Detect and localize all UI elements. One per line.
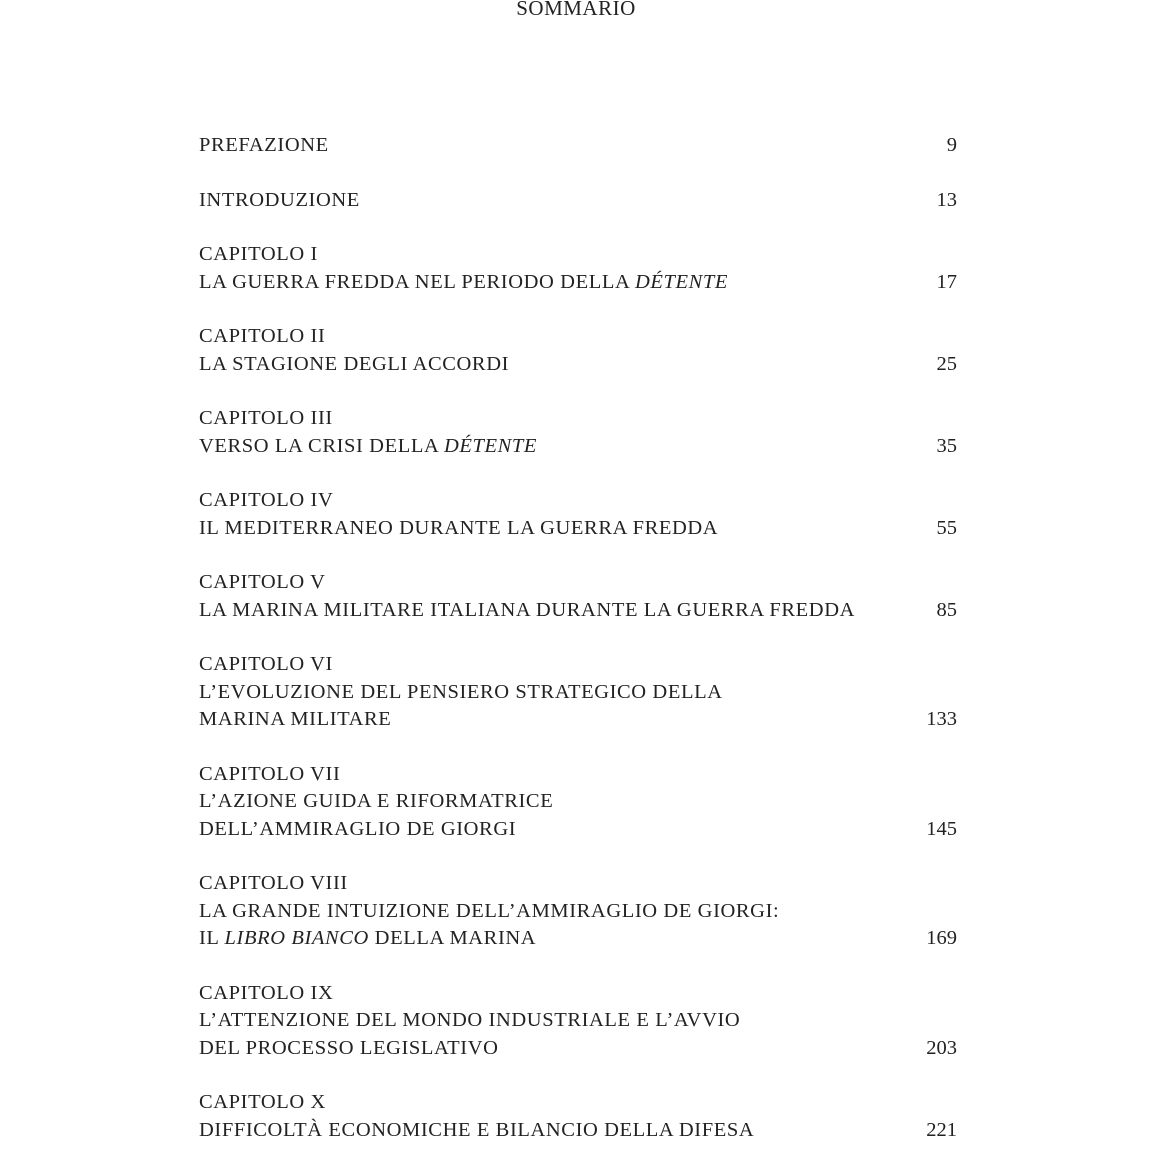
entry-title: IL MEDITERRANEO DURANTE LA GUERRA FREDDA	[199, 516, 719, 539]
entry-title: PREFAZIONE	[199, 134, 329, 156]
toc-entry-introduzione[interactable]	[199, 187, 957, 215]
page-number: 25	[936, 352, 957, 375]
chapter-number: CAPITOLO IV	[199, 489, 334, 511]
entry-title-text: LA GUERRA FREDDA NEL PERIODO DELLA	[199, 270, 635, 293]
page-number: 85	[936, 598, 957, 621]
toc-entry-capitolo-4[interactable]	[199, 487, 957, 542]
toc-entry-capitolo-1[interactable]	[199, 241, 957, 296]
toc-entry-capitolo-5[interactable]	[199, 569, 957, 624]
chapter-number: CAPITOLO II	[199, 325, 326, 347]
entry-title-text: IL	[199, 927, 225, 949]
toc-entry-capitolo-10[interactable]	[199, 1089, 957, 1144]
page-number: 221	[926, 1118, 957, 1141]
toc-entry-capitolo-3[interactable]	[199, 405, 957, 460]
entry-title: INTRODUZIONE	[199, 188, 360, 211]
toc-entry-capitolo-9[interactable]	[199, 980, 957, 1063]
entry-title: LA STAGIONE DEGLI ACCORDI	[199, 352, 510, 375]
toc-entry-capitolo-2[interactable]	[199, 323, 957, 378]
page-number: 9	[946, 134, 957, 156]
page-number: 169	[926, 927, 957, 949]
entry-title: L’AZIONE GUIDA E RIFORMATRICE	[199, 790, 554, 812]
page-number: 35	[936, 434, 957, 457]
entry-title	[199, 269, 957, 297]
entry-title-continued: DEL PROCESSO LEGISLATIVO	[199, 1036, 499, 1059]
toc-entry-capitolo-8[interactable]	[199, 870, 957, 953]
chapter-number: CAPITOLO VI	[199, 653, 333, 675]
chapter-number: CAPITOLO V	[199, 571, 326, 593]
entry-title-text: VERSO LA CRISI DELLA	[199, 434, 444, 457]
page-number: 17	[936, 270, 957, 293]
toc-entry-prefazione[interactable]	[199, 132, 957, 160]
toc-entry-capitolo-7[interactable]	[199, 761, 957, 844]
entry-title: DIFFICOLTÀ ECONOMICHE E BILANCIO DELLA DIFESA	[199, 1118, 755, 1141]
page-number: 203	[926, 1036, 957, 1059]
chapter-number: CAPITOLO III	[199, 407, 333, 429]
entry-title-continued: DELL’AMMIRAGLIO DE GIORGI	[199, 817, 517, 840]
entry-title: L’EVOLUZIONE DEL PENSIERO STRATEGICO DELLA	[199, 680, 723, 703]
entry-title-continued: MARINA MILITARE	[199, 708, 392, 730]
entry-title: LA MARINA MILITARE ITALIANA DURANTE LA GUERRA FREDDA	[199, 598, 855, 621]
chapter-number: CAPITOLO VII	[199, 762, 341, 785]
chapter-number: CAPITOLO VIII	[199, 872, 348, 894]
chapter-number: CAPITOLO X	[199, 1091, 326, 1113]
table-of-contents	[199, 132, 957, 1171]
page-number: 133	[926, 708, 957, 730]
toc-entry-capitolo-6[interactable]	[199, 651, 957, 734]
chapter-number: CAPITOLO IX	[199, 981, 334, 1004]
entry-title-continued	[199, 925, 957, 953]
entry-title-italic: DÉTENTE	[443, 434, 537, 457]
page-number: 55	[936, 516, 957, 539]
chapter-number: CAPITOLO I	[199, 243, 318, 265]
entry-title: L’ATTENZIONE DEL MONDO INDUSTRIALE E L’AVVIO	[199, 1009, 741, 1031]
page-number: 145	[926, 817, 957, 840]
entry-title-italic: DÉTENTE	[634, 270, 728, 293]
entry-title	[199, 433, 957, 461]
entry-title-text: DELLA MARINA	[368, 927, 537, 949]
entry-title-italic: LIBRO BIANCO	[224, 927, 369, 949]
page-number: 13	[936, 188, 957, 211]
page-title: SOMMARIO	[516, 0, 636, 20]
entry-title: LA GRANDE INTUIZIONE DELL’AMMIRAGLIO DE GIORGI:	[199, 899, 780, 922]
